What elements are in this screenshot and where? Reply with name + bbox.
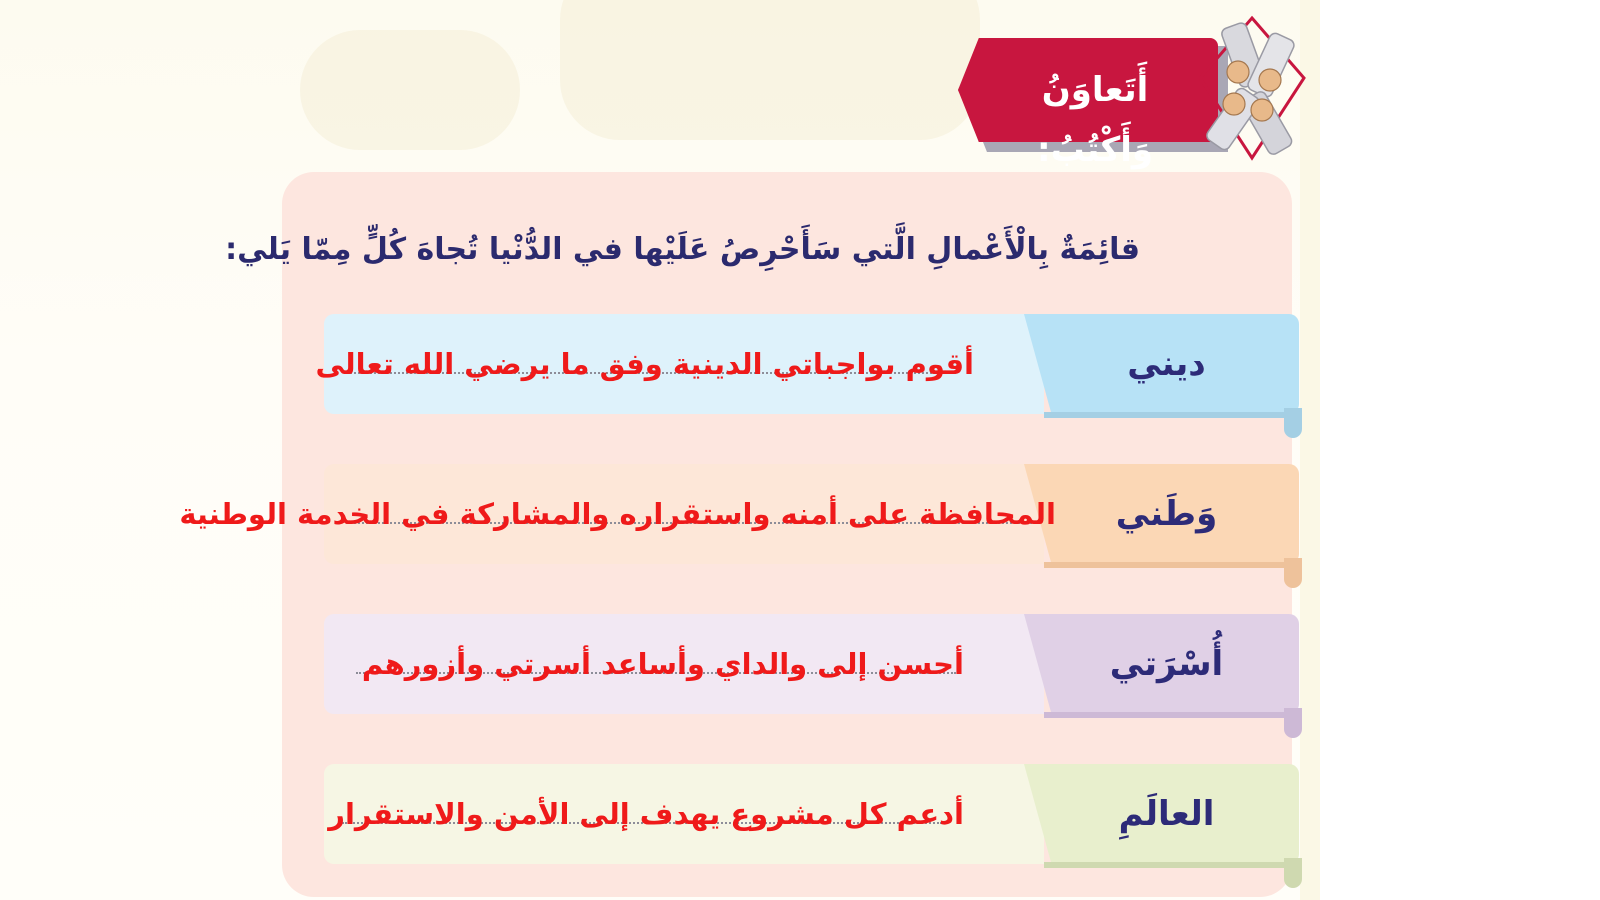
- answer-text[interactable]: أقوم بواجباتي الدينية وفق ما يرضي الله تعالى: [315, 347, 974, 381]
- category-label-homeland: وَطَني: [1115, 494, 1218, 534]
- joined-hands-icon: [1196, 14, 1308, 164]
- background-decoration: [300, 30, 520, 150]
- tab-fold: [1284, 858, 1302, 888]
- background-decoration: [560, 0, 980, 140]
- category-label-family: أُسْرَتي: [1109, 644, 1224, 684]
- card-heading: قائِمَةٌ بِالْأَعْمالِ الَّتي سَأَحْرِصُ عَلَيْها في الدُّنْيا تُجاهَ كُلٍّ مِمّا يَلي:: [225, 232, 1140, 267]
- answer-text[interactable]: المحافظة على أمنه واستقراره والمشاركة في الخدمة الوطنية: [179, 497, 1056, 531]
- list-item: [315, 314, 1302, 417]
- answer-text[interactable]: أحسن إلى والداي وأساعد أسرتي وأزورهم: [361, 647, 964, 681]
- tab-fold: [1284, 708, 1302, 738]
- tab-fold: [1284, 558, 1302, 588]
- tab-fold: [1284, 408, 1302, 438]
- list-item: [324, 614, 1302, 717]
- category-label-world: العالَمِ: [1118, 794, 1215, 834]
- section-title: أَتَعاوَنُ وَأَكْتُبُ:: [1036, 70, 1154, 170]
- list-item: [324, 764, 1302, 867]
- list-item: [179, 464, 1302, 567]
- category-label-religion: ديني: [1127, 344, 1206, 384]
- answer-text[interactable]: أدعم كل مشروع يهدف إلى الأمن والاستقرار: [328, 797, 964, 831]
